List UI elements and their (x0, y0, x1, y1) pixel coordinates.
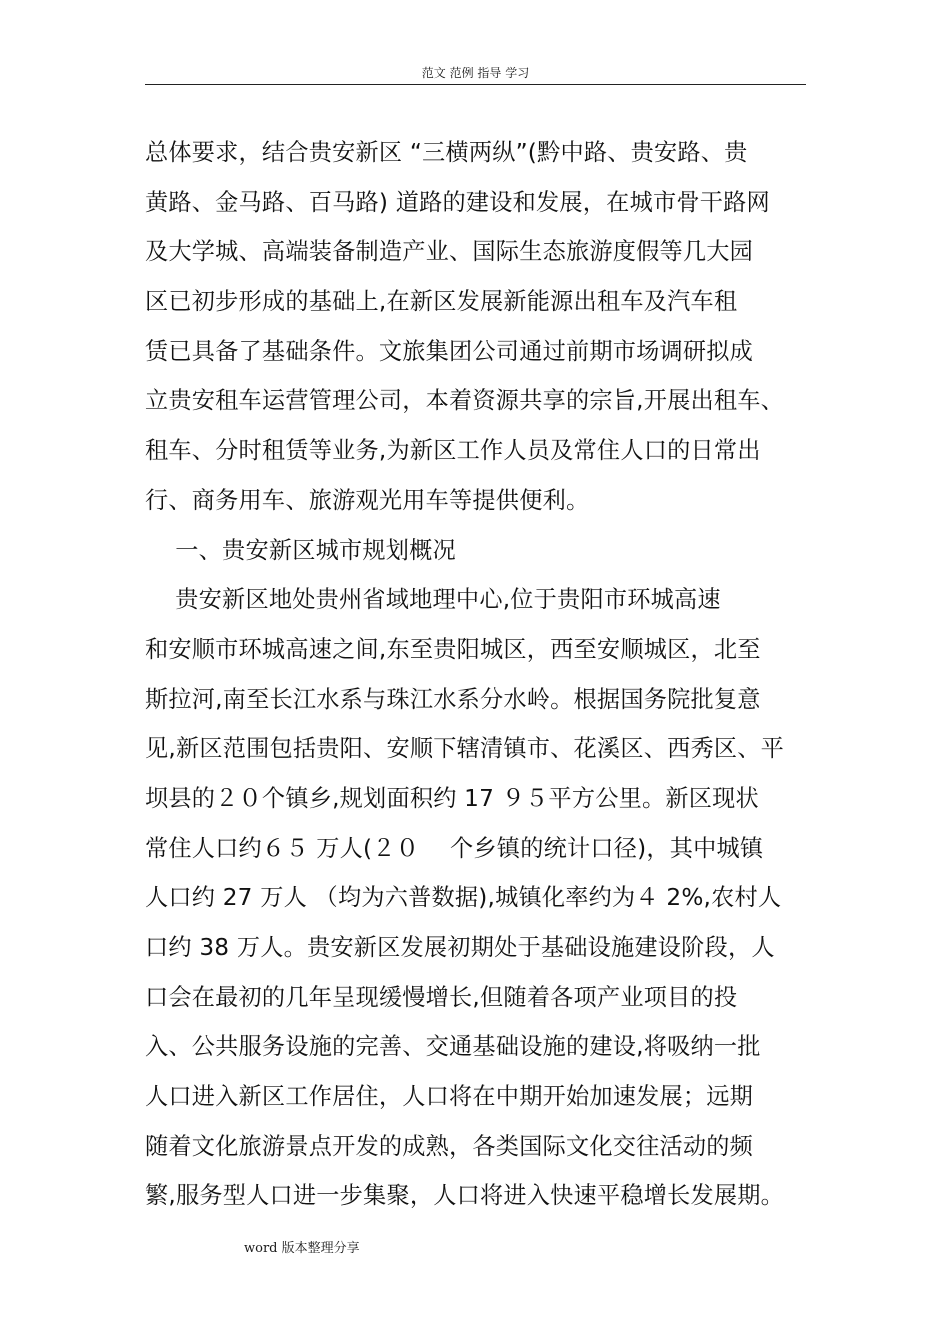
body-line: 区已初步形成的基础上,在新区发展新能源出租车及汽车租 (145, 288, 738, 316)
body-line: 入、公共服务设施的完善、交通基础设施的建设,将吸纳一批 (145, 1033, 761, 1061)
page-footer: word 版本整理分享 (244, 1241, 360, 1256)
body-line: 斯拉河,南至长江水系与珠江水系分水岭。根据国务院批复意 (145, 685, 761, 713)
body-line: 赁已具备了基础条件。文旅集团公司通过前期市场调研拟成 (145, 337, 754, 365)
document-body (145, 128, 820, 1221)
body-line: 黄路、金马路、百马路) 道路的建设和发展，在城市骨干路网 (145, 188, 770, 216)
page-header: 范文 范例 指导 学习 (421, 66, 530, 80)
body-line: 及大学城、高端装备制造产业、国际生态旅游度假等几大园 (145, 238, 754, 266)
section-heading: 一、贵安新区城市规划概况 (145, 536, 456, 564)
body-line: 繁,服务型人口进一步集聚，人口将进入快速平稳增长发展期。 (145, 1182, 785, 1210)
body-line: 随着文化旅游景点开发的成熟，各类国际文化交往活动的频 (145, 1132, 754, 1160)
body-line: 口会在最初的几年呈现缓慢增长,但随着各项产业项目的投 (145, 983, 738, 1011)
body-line: 常住人口约６５ 万人(２０ 个乡镇的统计口径)，其中城镇 (145, 834, 764, 862)
body-line: 行、商务用车、旅游观光用车等提供便利。 (145, 486, 590, 514)
body-line: 口约 38 万人。贵安新区发展初期处于基础设施建设阶段，人 (145, 934, 775, 961)
body-line: 贵安新区地处贵州省域地理中心,位于贵阳市环城高速 (145, 586, 721, 614)
body-line: 立贵安租车运营管理公司，本着资源共享的宗旨,开展出租车、 (145, 387, 785, 415)
header-divider (145, 84, 806, 85)
body-line: 租车、分时租赁等业务,为新区工作人员及常住人口的日常出 (145, 437, 761, 465)
body-line: 坝县的２０个镇乡,规划面积约 17 ９５平方公里。新区现状 (145, 784, 759, 812)
body-line: 见,新区范围包括贵阳、安顺下辖清镇市、花溪区、西秀区、平 (145, 735, 785, 763)
body-line: 总体要求，结合贵安新区 “三横两纵”(黔中路、贵安路、贵 (145, 139, 748, 166)
body-line: 人口进入新区工作居住，人口将在中期开始加速发展；远期 (145, 1083, 754, 1111)
body-line: 人口约 27 万人 （均为六普数据),城镇化率约为４ 2%,农村人 (145, 884, 782, 912)
body-line: 和安顺市环城高速之间,东至贵阳城区，西至安顺城区，北至 (145, 635, 761, 663)
